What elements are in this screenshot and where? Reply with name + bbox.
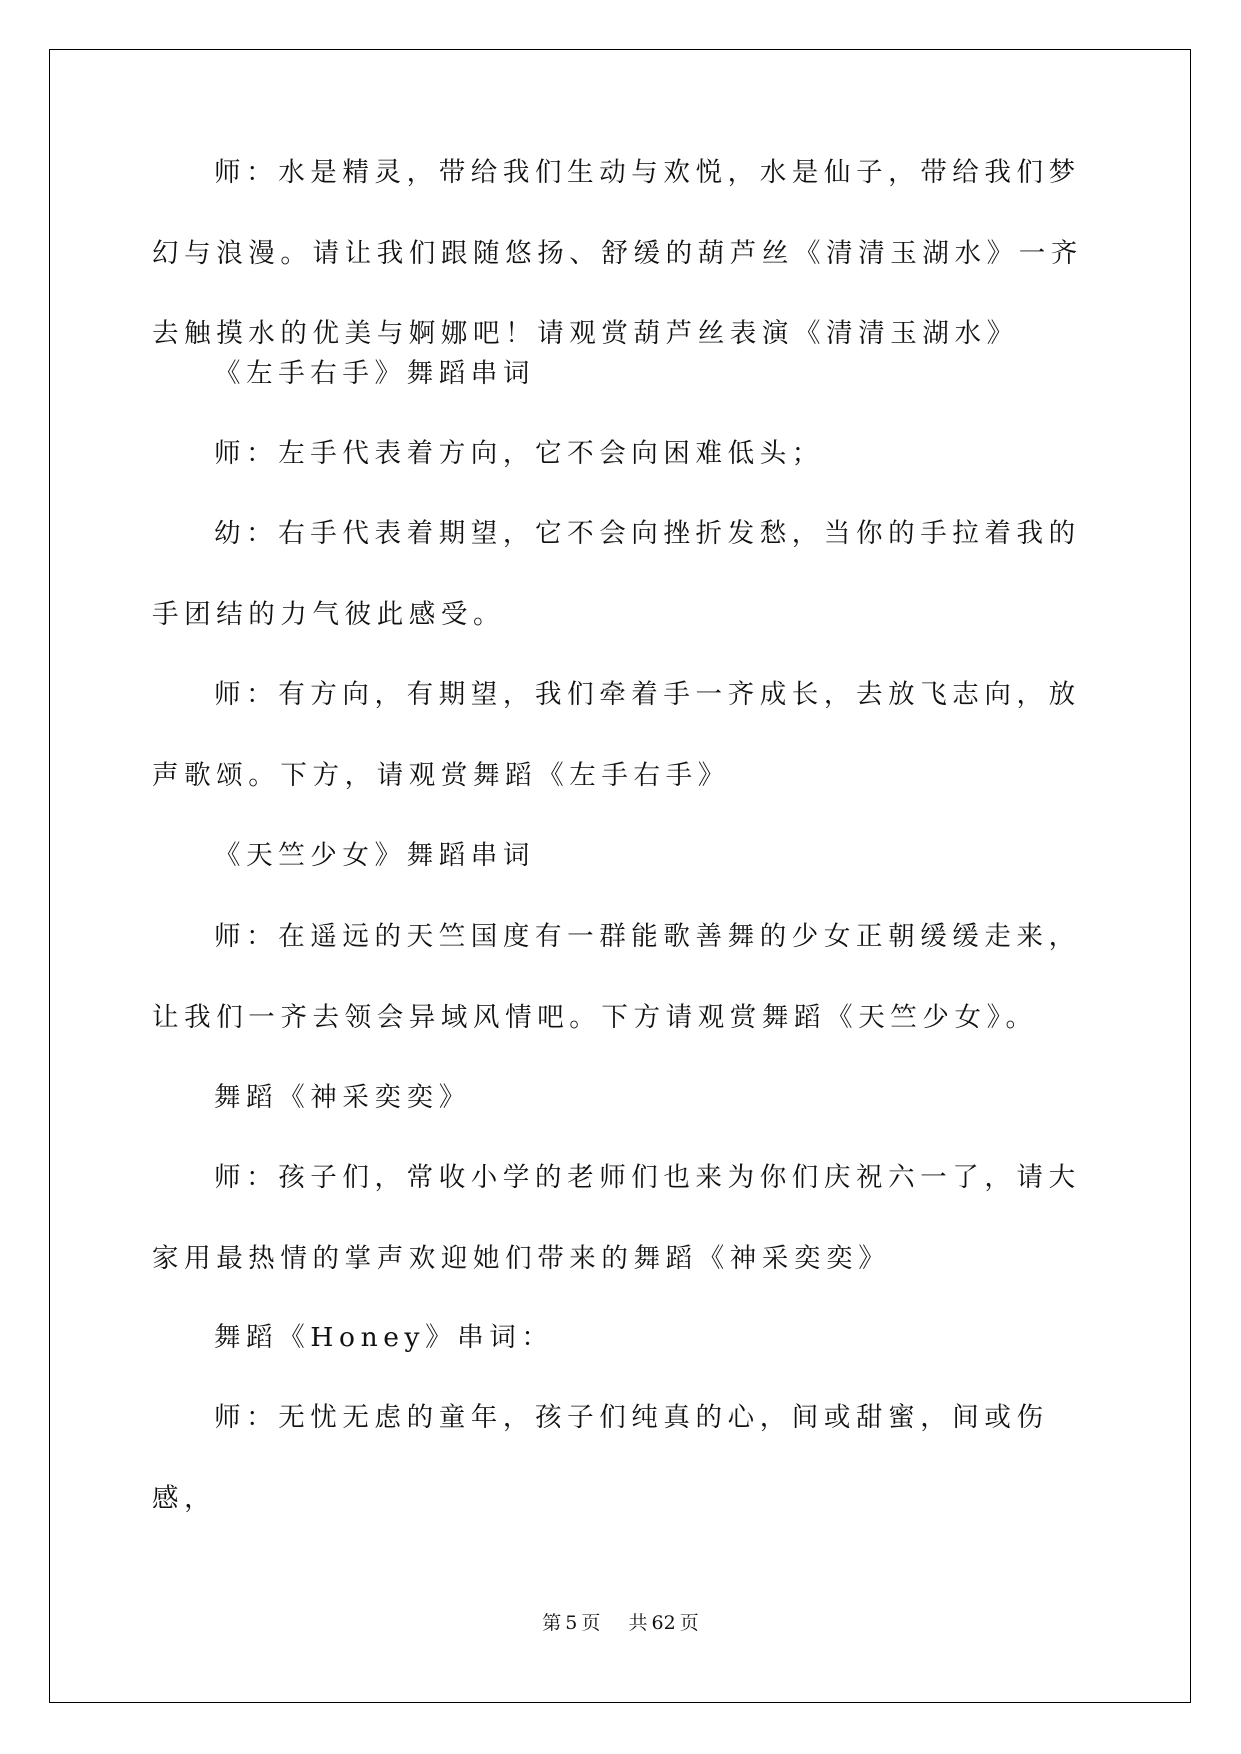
- footer-page-number: 5: [565, 1612, 578, 1634]
- paragraph-carefree-childhood: 师：无忧无虑的童年，孩子们纯真的心，间或甜蜜，间或伤感，: [152, 1402, 1049, 1514]
- heading-indian-girl: 《天竺少女》舞蹈串词: [214, 840, 535, 871]
- paragraph-child-right-hand: 幼：右手代表着期望，它不会向挫折发愁，当你的手拉着我的手团结的力气彼此感受。: [152, 518, 1081, 630]
- footer-page-suffix: 页: [581, 1612, 601, 1634]
- footer-total-pages: 62: [651, 1612, 676, 1634]
- page-footer: [0, 1608, 1241, 1635]
- heading-energetic-dance: 舞蹈《神采奕奕》: [214, 1082, 471, 1113]
- paragraph-teachers-dance: 师：孩子们，常收小学的老师们也来为你们庆祝六一了，请大家用最热情的掌声欢迎她们带来的舞蹈《神采奕奕》: [152, 1162, 1081, 1274]
- paragraph-indian-girl: 师：在遥远的天竺国度有一群能歌善舞的少女正朝缓缓走来，让我们一齐去领会异域风情吧。下方请观赏舞蹈《天竺少女》。: [152, 921, 1081, 1033]
- paragraph-teacher-direction: 师：有方向，有期望，我们牵着手一齐成长，去放飞志向，放声歌颂。下方，请观赏舞蹈《左手右手》: [152, 679, 1081, 791]
- paragraph-teacher-left-hand: 师：左手代表着方向，它不会向困难低头；: [214, 438, 824, 469]
- footer-page-prefix: 第: [542, 1612, 562, 1634]
- footer-total-prefix: 共: [628, 1612, 648, 1634]
- paragraph-water-intro: 师：水是精灵，带给我们生动与欢悦，水是仙子，带给我们梦幻与浪漫。请让我们跟随悠扬、舒缓的葫芦丝《清清玉湖水》一齐去触摸水的优美与婀娜吧！请观赏葫芦丝表演《清清玉湖水》: [152, 157, 1083, 349]
- heading-left-right-hand: 《左手右手》舞蹈串词: [214, 358, 535, 389]
- heading-honey-dance: 舞蹈《Honey》串词：: [214, 1322, 554, 1353]
- footer-total-suffix: 页: [679, 1612, 699, 1634]
